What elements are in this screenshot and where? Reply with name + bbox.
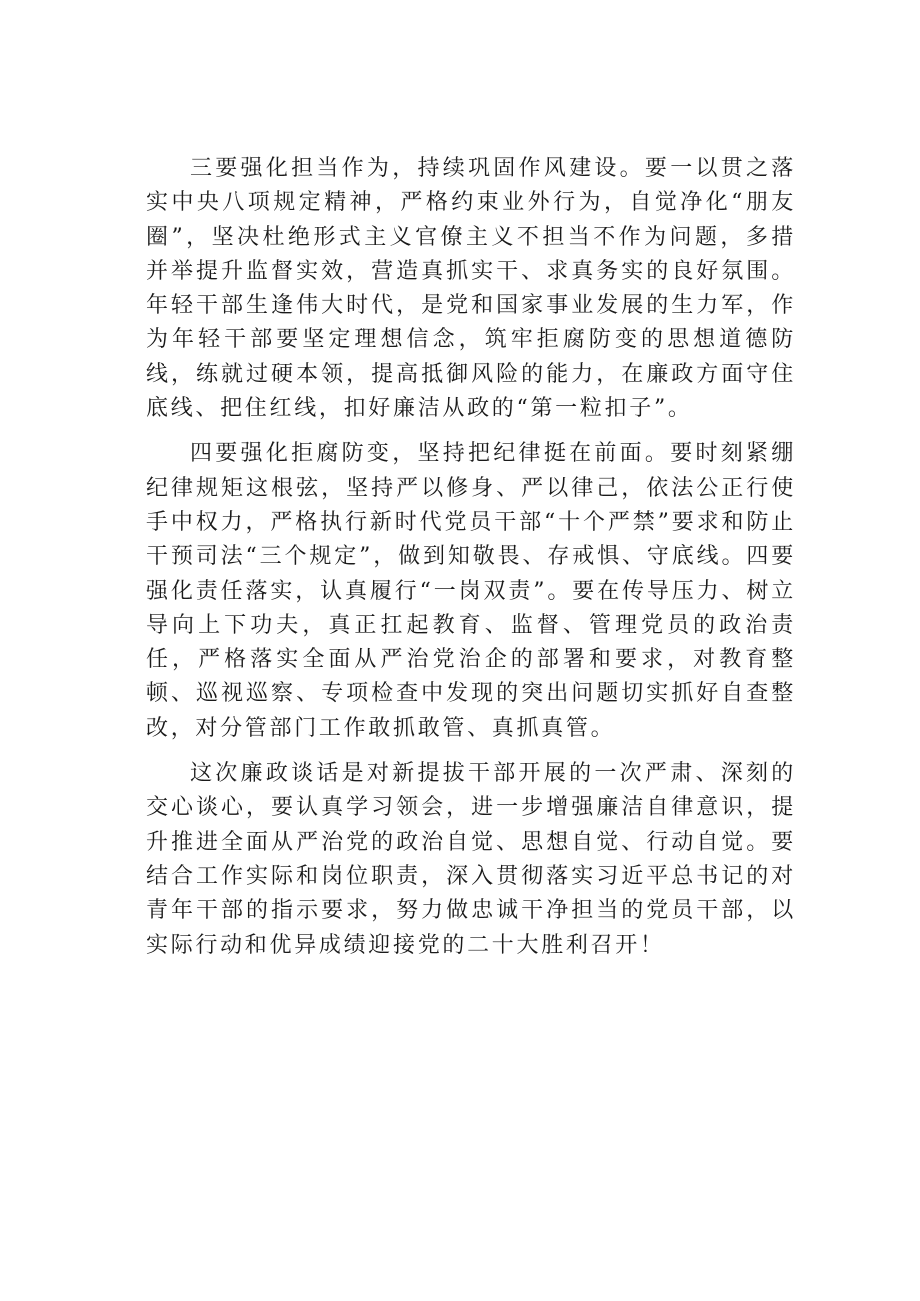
paragraph-3: 三要强化担当作为，持续巩固作风建设。要一以贯之落实中央八项规定精神，严格约束业外行为，自觉净化“朋友圈”，坚决杜绝形式主义官僚主义不担当不作为问题，多措并举提升监督实效，营造真抓实干、求真务实的良好氛围。年轻干部生逢伟大时代，是党和国家事业发展的生力军，作为年轻干部要坚定理想信念，筑牢拒腐防变的思想道德防线，练就过硬本领，提高抵御风险的能力，在廉政方面守住底线、把住红线，扣好廉洁从政的“第一粒扣子”。 [146, 156, 796, 422]
document-body [146, 152, 796, 974]
paragraph-4: 四要强化拒腐防变，坚持把纪律挺在前面。要时刻紧绷纪律规矩这根弦，坚持严以修身、严以律己，依法公正行使手中权力，严格执行新时代党员干部“十个严禁”要求和防止干预司法“三个规定”，做到知敬畏、存戒惧、守底线。四要强化责任落实，认真履行“一岗双责”。要在传导压力、树立导向上下功夫，真正扛起教育、监督、管理党员的政治责任，严格落实全面从严治党治企的部署和要求，对教育整顿、巡视巡察、专项检查中发现的突出问题切实抓好自查整改，对分管部门工作敢抓敢管、真抓真管。 [146, 441, 796, 741]
paragraph-conclusion: 这次廉政谈话是对新提拔干部开展的一次严肃、深刻的交心谈心，要认真学习领会，进一步增强廉洁自律意识，提升推进全面从严治党的政治自觉、思想自觉、行动自觉。要结合工作实际和岗位职责，深入贯彻落实习近平总书记的对青年干部的指示要求，努力做忠诚干净担当的党员干部，以实际行动和优异成绩迎接党的二十大胜利召开！ [146, 761, 796, 958]
